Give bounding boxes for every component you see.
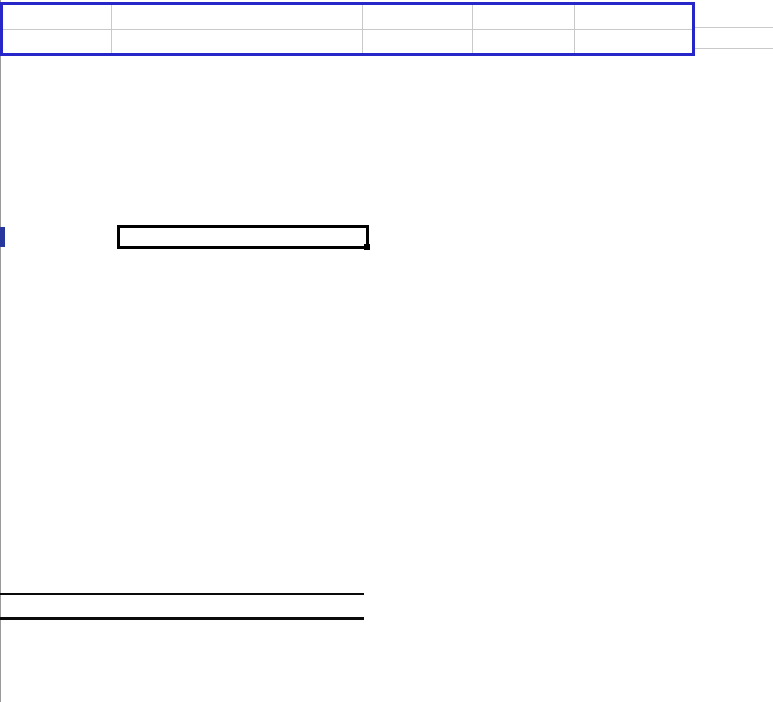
cell[interactable] <box>693 28 773 48</box>
summary-top-border <box>0 593 364 595</box>
cell[interactable] <box>363 5 473 29</box>
column-header-platz[interactable] <box>575 30 692 54</box>
sheet-left-edge <box>0 0 1 702</box>
column-header-tipp[interactable] <box>3 30 112 54</box>
column-header-tipper[interactable] <box>112 30 363 54</box>
header-row-2 <box>3 30 692 54</box>
column-header-abweichung[interactable] <box>363 30 473 54</box>
summary-bottom-border <box>0 617 364 620</box>
header-row-1 <box>3 5 692 30</box>
game-number-cell[interactable] <box>3 5 112 29</box>
title-cell[interactable] <box>112 5 363 29</box>
cell[interactable] <box>693 2 773 27</box>
cell[interactable] <box>575 5 692 29</box>
fill-handle[interactable] <box>364 244 370 250</box>
selected-cell-border <box>117 225 369 249</box>
active-row-indicator <box>0 227 5 247</box>
column-header-kurs[interactable] <box>473 30 575 54</box>
table-header-block <box>0 2 695 56</box>
schluss-label-cell[interactable] <box>473 5 575 29</box>
